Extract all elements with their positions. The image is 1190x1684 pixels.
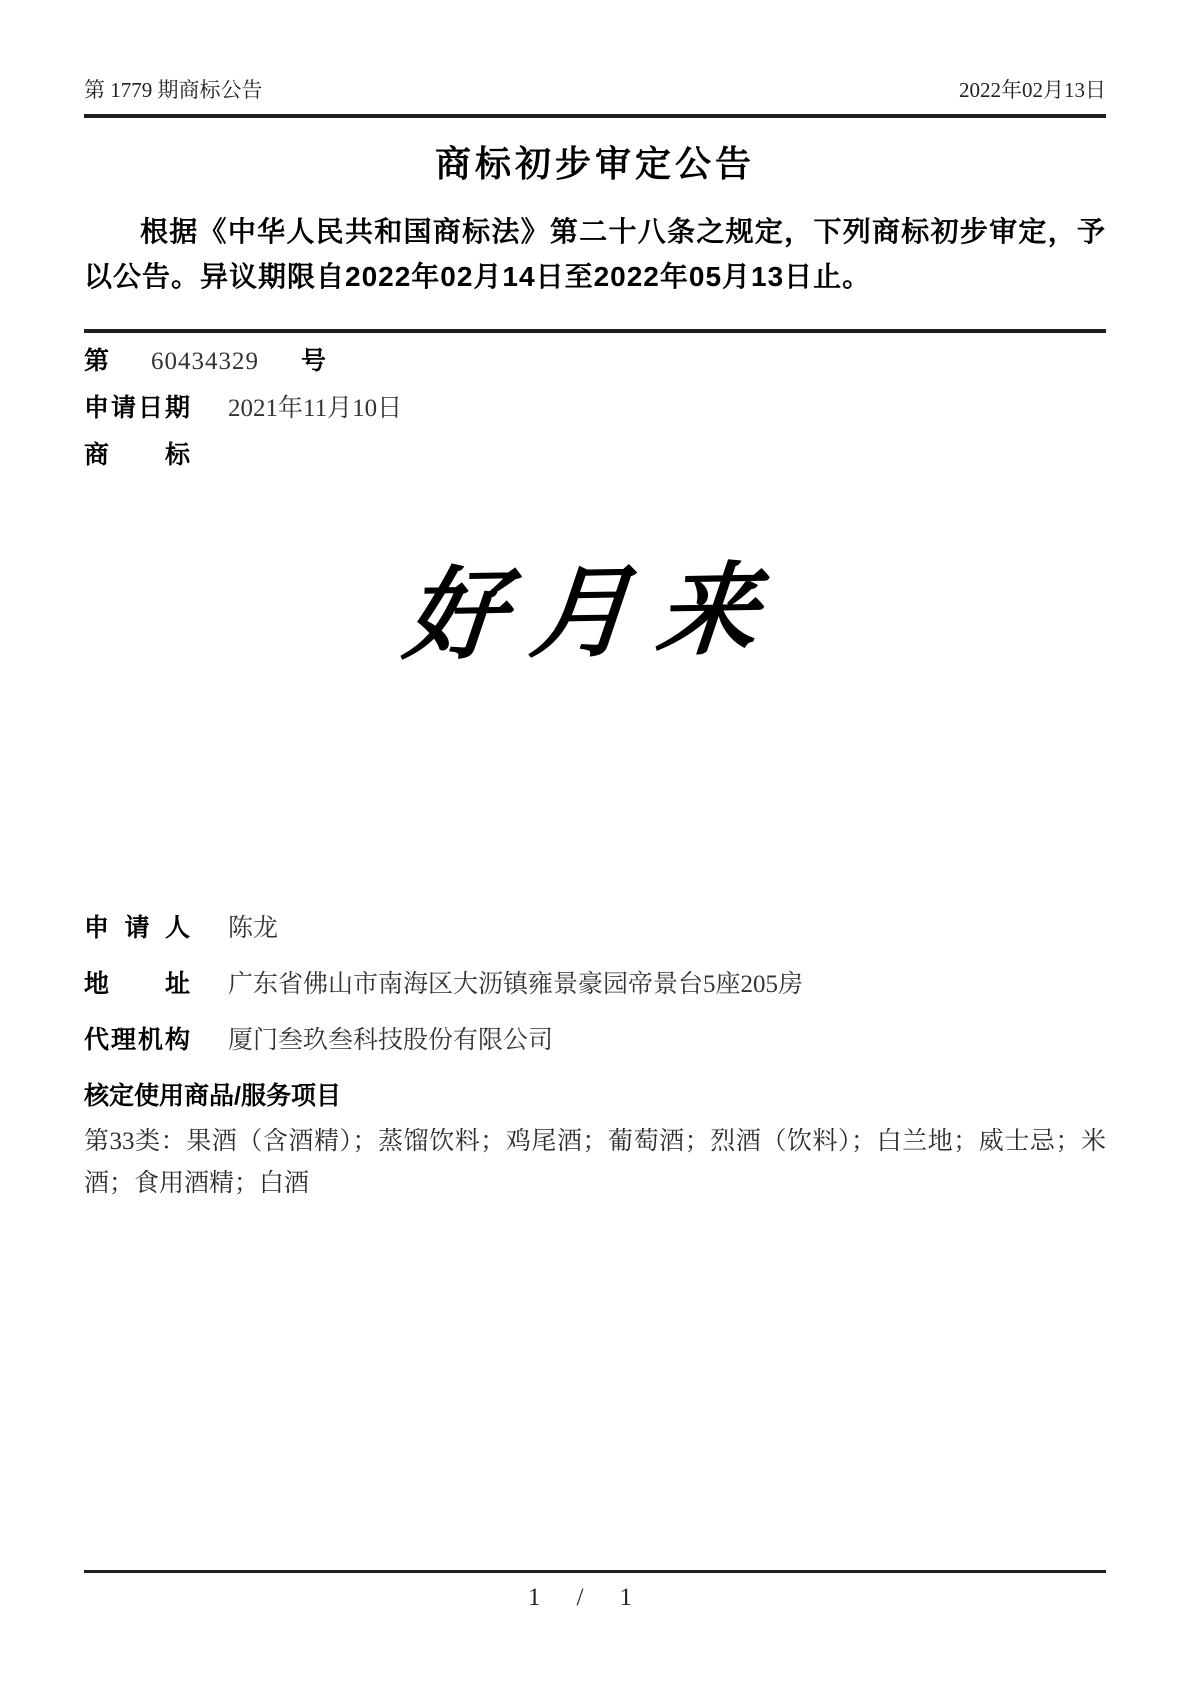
registration-number-row	[84, 346, 1106, 377]
record-divider	[84, 329, 1106, 333]
trademark-calligraphy: 好月来	[399, 549, 789, 675]
trademark-image-area	[84, 470, 1106, 888]
agency-label: 代理机构	[84, 1026, 190, 1054]
agency-value: 厦门叁玖叁科技股份有限公司	[228, 1027, 554, 1054]
agency-row	[84, 1025, 1106, 1056]
trademark-label-row	[84, 440, 1106, 470]
page-number	[84, 1584, 1106, 1612]
page-header	[84, 0, 1106, 102]
gazette-issue-label: 第 1779 期商标公告	[84, 78, 263, 102]
application-date-value: 2021年11月10日	[228, 395, 403, 422]
page-number-current: 1	[528, 1584, 541, 1611]
trademark-label: 商标	[84, 441, 190, 469]
footer-divider	[84, 1570, 1106, 1573]
goods-services-list: 第33类：果酒（含酒精）；蒸馏饮料；鸡尾酒；葡萄酒；烈酒（饮料）；白兰地；威士忌；米酒；食用酒精；白酒	[84, 1128, 1106, 1197]
page-number-total: 1	[619, 1584, 632, 1611]
header-divider	[84, 114, 1106, 118]
page-number-separator: /	[576, 1584, 584, 1611]
registration-number-suffix: 号	[301, 347, 327, 375]
registration-number-prefix: 第	[84, 347, 110, 375]
applicant-label: 申请人	[84, 914, 190, 942]
application-date-row	[84, 393, 1106, 424]
application-date-label: 申请日期	[84, 394, 190, 422]
registration-number: 60434329	[151, 348, 260, 375]
gazette-date: 2022年02月13日	[959, 78, 1106, 102]
applicant-row	[84, 913, 1106, 944]
applicant-value: 陈龙	[228, 915, 279, 942]
intro-paragraph: 根据《中华人民共和国商标法》第二十八条之规定，下列商标初步审定，予以公告。异议期限自2022年02月14日至2022年05月13日止。	[84, 216, 1106, 292]
address-value: 广东省佛山市南海区大沥镇雍景豪园帝景台5座205房	[228, 971, 804, 998]
goods-services-heading: 核定使用商品/服务项目	[84, 1082, 341, 1110]
address-row	[84, 969, 1106, 1000]
page-title: 商标初步审定公告	[434, 143, 755, 184]
applicant-section	[84, 913, 1106, 1205]
page-footer	[84, 1570, 1106, 1612]
address-label: 地址	[84, 970, 190, 998]
